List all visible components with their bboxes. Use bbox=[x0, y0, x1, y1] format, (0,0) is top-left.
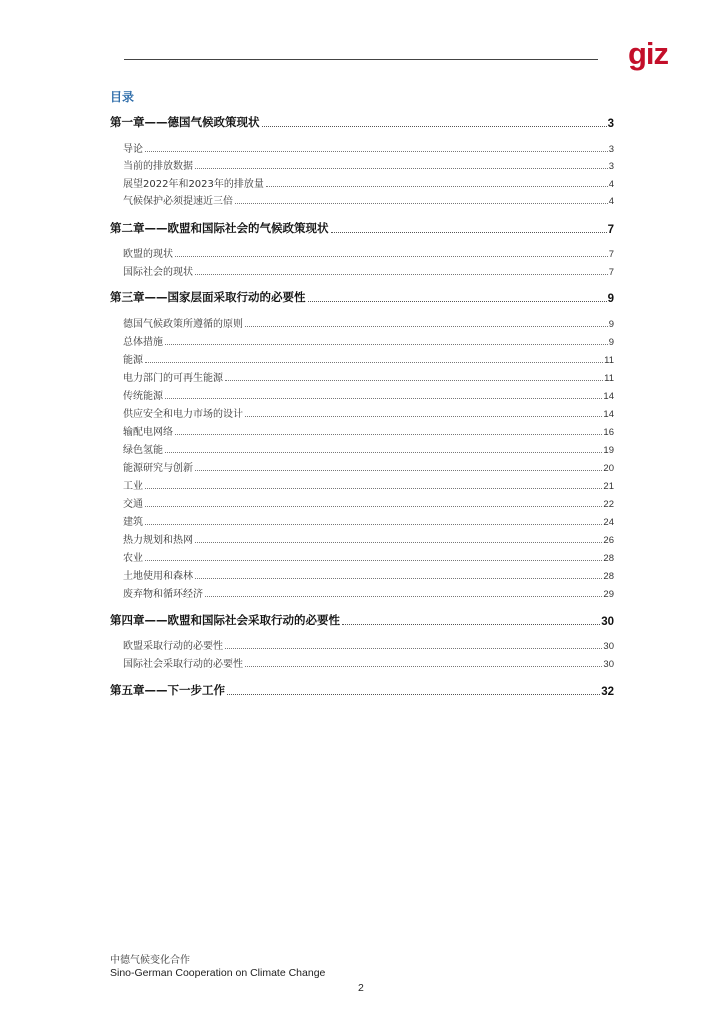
toc-page-number: 9 bbox=[608, 337, 614, 348]
toc-dot-leader bbox=[165, 452, 602, 453]
toc-dot-leader bbox=[225, 380, 603, 381]
toc-dot-leader bbox=[145, 488, 602, 489]
toc-page-number: 26 bbox=[603, 535, 614, 546]
toc-page-number: 9 bbox=[607, 293, 614, 305]
toc-section-entry[interactable] bbox=[123, 496, 614, 510]
toc-section-entry[interactable] bbox=[123, 514, 614, 528]
toc-page-number: 19 bbox=[603, 445, 614, 456]
toc-dot-leader bbox=[308, 301, 607, 302]
toc-page-number: 16 bbox=[603, 427, 614, 438]
toc-section-entry[interactable] bbox=[123, 193, 614, 207]
toc-section-entry[interactable] bbox=[123, 460, 614, 474]
toc-page-number: 14 bbox=[603, 409, 614, 420]
toc-dot-leader bbox=[225, 648, 602, 649]
toc-page-number: 3 bbox=[608, 161, 614, 172]
toc-chapter-entry[interactable] bbox=[110, 220, 614, 236]
toc-section-entry[interactable] bbox=[123, 264, 614, 278]
toc-page-number: 24 bbox=[603, 517, 614, 528]
toc-dot-leader bbox=[145, 560, 602, 561]
toc-entry-text: 建筑 bbox=[123, 517, 143, 528]
toc-page-number: 20 bbox=[603, 463, 614, 474]
toc-dot-leader bbox=[205, 596, 602, 597]
toc-page-number: 30 bbox=[603, 659, 614, 670]
toc-section-entry[interactable] bbox=[123, 158, 614, 172]
toc-page-number: 11 bbox=[604, 355, 614, 366]
toc-section-entry[interactable] bbox=[123, 352, 614, 366]
toc-page-number: 3 bbox=[608, 144, 614, 155]
toc-section-entry[interactable] bbox=[123, 532, 614, 546]
toc-entry-text: 第一章——德国气候政策现状 bbox=[110, 115, 260, 129]
toc-page-number: 4 bbox=[608, 196, 614, 207]
toc-section-entry[interactable] bbox=[123, 334, 614, 348]
toc-dot-leader bbox=[227, 694, 600, 695]
toc-dot-leader bbox=[331, 232, 607, 233]
toc-section-entry[interactable] bbox=[123, 316, 614, 330]
toc-page-number: 28 bbox=[603, 553, 614, 564]
toc-dot-leader bbox=[342, 624, 600, 625]
toc-page-number: 22 bbox=[603, 499, 614, 510]
toc-section-entry[interactable] bbox=[123, 424, 614, 438]
toc-page-number: 21 bbox=[603, 481, 614, 492]
toc-title: 目录 bbox=[110, 90, 135, 104]
toc-entry-text: 总体措施 bbox=[123, 337, 163, 348]
toc-page-number: 28 bbox=[603, 571, 614, 582]
footer-org-en: Sino-German Cooperation on Climate Change bbox=[110, 967, 326, 979]
toc-chapter-entry[interactable] bbox=[110, 114, 614, 130]
toc-section-entry[interactable] bbox=[123, 656, 614, 670]
toc-entry-text: 国际社会采取行动的必要性 bbox=[123, 659, 243, 670]
toc-section-entry[interactable] bbox=[123, 442, 614, 456]
toc-entry-text: 能源研究与创新 bbox=[123, 463, 193, 474]
toc-section-entry[interactable] bbox=[123, 550, 614, 564]
toc-section-entry[interactable] bbox=[123, 388, 614, 402]
toc-section-entry[interactable] bbox=[123, 176, 614, 190]
toc-entry-text: 欧盟的现状 bbox=[123, 249, 173, 260]
toc-dot-leader bbox=[175, 434, 602, 435]
toc-section-entry[interactable] bbox=[123, 406, 614, 420]
toc-chapter-entry[interactable] bbox=[110, 682, 614, 698]
toc-entry-text: 热力规划和热网 bbox=[123, 535, 193, 546]
toc-page-number: 3 bbox=[607, 118, 614, 130]
toc-dot-leader bbox=[195, 274, 608, 275]
toc-entry-text: 传统能源 bbox=[123, 391, 163, 402]
toc-section-entry[interactable] bbox=[123, 141, 614, 155]
toc-entry-text: 交通 bbox=[123, 499, 143, 510]
toc-section-entry[interactable] bbox=[123, 568, 614, 582]
toc-entry-text: 能源 bbox=[123, 355, 143, 366]
toc-entry-text: 第三章——国家层面采取行动的必要性 bbox=[110, 290, 306, 304]
toc-page-number: 30 bbox=[601, 616, 614, 628]
toc-section-entry[interactable] bbox=[123, 638, 614, 652]
toc-section-entry[interactable] bbox=[123, 370, 614, 384]
toc-chapter-entry[interactable] bbox=[110, 612, 614, 628]
toc-entry-text: 第四章——欧盟和国际社会采取行动的必要性 bbox=[110, 613, 340, 627]
toc-dot-leader bbox=[195, 542, 602, 543]
toc-dot-leader bbox=[175, 256, 608, 257]
toc-page-number: 7 bbox=[608, 249, 614, 260]
toc-entry-text: 绿色氢能 bbox=[123, 445, 163, 456]
toc-entry-text: 国际社会的现状 bbox=[123, 267, 193, 278]
toc-entry-text: 气候保护必须提速近三倍 bbox=[123, 196, 233, 207]
toc-entry-text: 供应安全和电力市场的设计 bbox=[123, 409, 243, 420]
toc-dot-leader bbox=[145, 524, 602, 525]
toc-entry-text: 导论 bbox=[123, 144, 143, 155]
footer-org-cn: 中德气候变化合作 bbox=[110, 955, 190, 966]
toc-page-number: 11 bbox=[604, 373, 614, 384]
toc-dot-leader bbox=[145, 506, 602, 507]
toc-page-number: 7 bbox=[608, 267, 614, 278]
toc-section-entry[interactable] bbox=[123, 586, 614, 600]
toc-page-number: 7 bbox=[607, 224, 614, 236]
toc-dot-leader bbox=[145, 151, 608, 152]
toc-dot-leader bbox=[195, 168, 608, 169]
toc-dot-leader bbox=[245, 416, 602, 417]
toc-dot-leader bbox=[266, 186, 608, 187]
giz-logo: giz bbox=[628, 36, 669, 71]
toc-dot-leader bbox=[195, 470, 602, 471]
toc-entry-text: 展望2022年和2023年的排放量 bbox=[123, 179, 264, 190]
toc-page-number: 9 bbox=[608, 319, 614, 330]
toc-dot-leader bbox=[195, 578, 602, 579]
toc-entry-text: 工业 bbox=[123, 481, 143, 492]
toc-section-entry[interactable] bbox=[123, 246, 614, 260]
page-number: 2 bbox=[358, 982, 364, 994]
toc-chapter-entry[interactable] bbox=[110, 289, 614, 305]
toc-dot-leader bbox=[245, 326, 608, 327]
toc-dot-leader bbox=[235, 203, 608, 204]
toc-entry-text: 第二章——欧盟和国际社会的气候政策现状 bbox=[110, 221, 329, 235]
toc-page-number: 30 bbox=[603, 641, 614, 652]
header-rule bbox=[124, 59, 598, 60]
toc-entry-text: 输配电网络 bbox=[123, 427, 173, 438]
toc-page-number: 32 bbox=[601, 686, 614, 698]
toc-entry-text: 当前的排放数据 bbox=[123, 161, 193, 172]
toc-entry-text: 农业 bbox=[123, 553, 143, 564]
toc-page-number: 14 bbox=[603, 391, 614, 402]
toc-dot-leader bbox=[165, 344, 608, 345]
toc-dot-leader bbox=[145, 362, 603, 363]
toc-dot-leader bbox=[245, 666, 602, 667]
toc-dot-leader bbox=[262, 126, 607, 127]
toc-section-entry[interactable] bbox=[123, 478, 614, 492]
toc-entry-text: 废弃物和循环经济 bbox=[123, 589, 203, 600]
toc-page-number: 4 bbox=[608, 179, 614, 190]
toc-entry-text: 第五章——下一步工作 bbox=[110, 683, 225, 697]
toc-entry-text: 土地使用和森林 bbox=[123, 571, 193, 582]
toc-dot-leader bbox=[165, 398, 602, 399]
toc-page-number: 29 bbox=[603, 589, 614, 600]
toc-entry-text: 电力部门的可再生能源 bbox=[123, 373, 223, 384]
toc-entry-text: 欧盟采取行动的必要性 bbox=[123, 641, 223, 652]
toc-entry-text: 德国气候政策所遵循的原则 bbox=[123, 319, 243, 330]
